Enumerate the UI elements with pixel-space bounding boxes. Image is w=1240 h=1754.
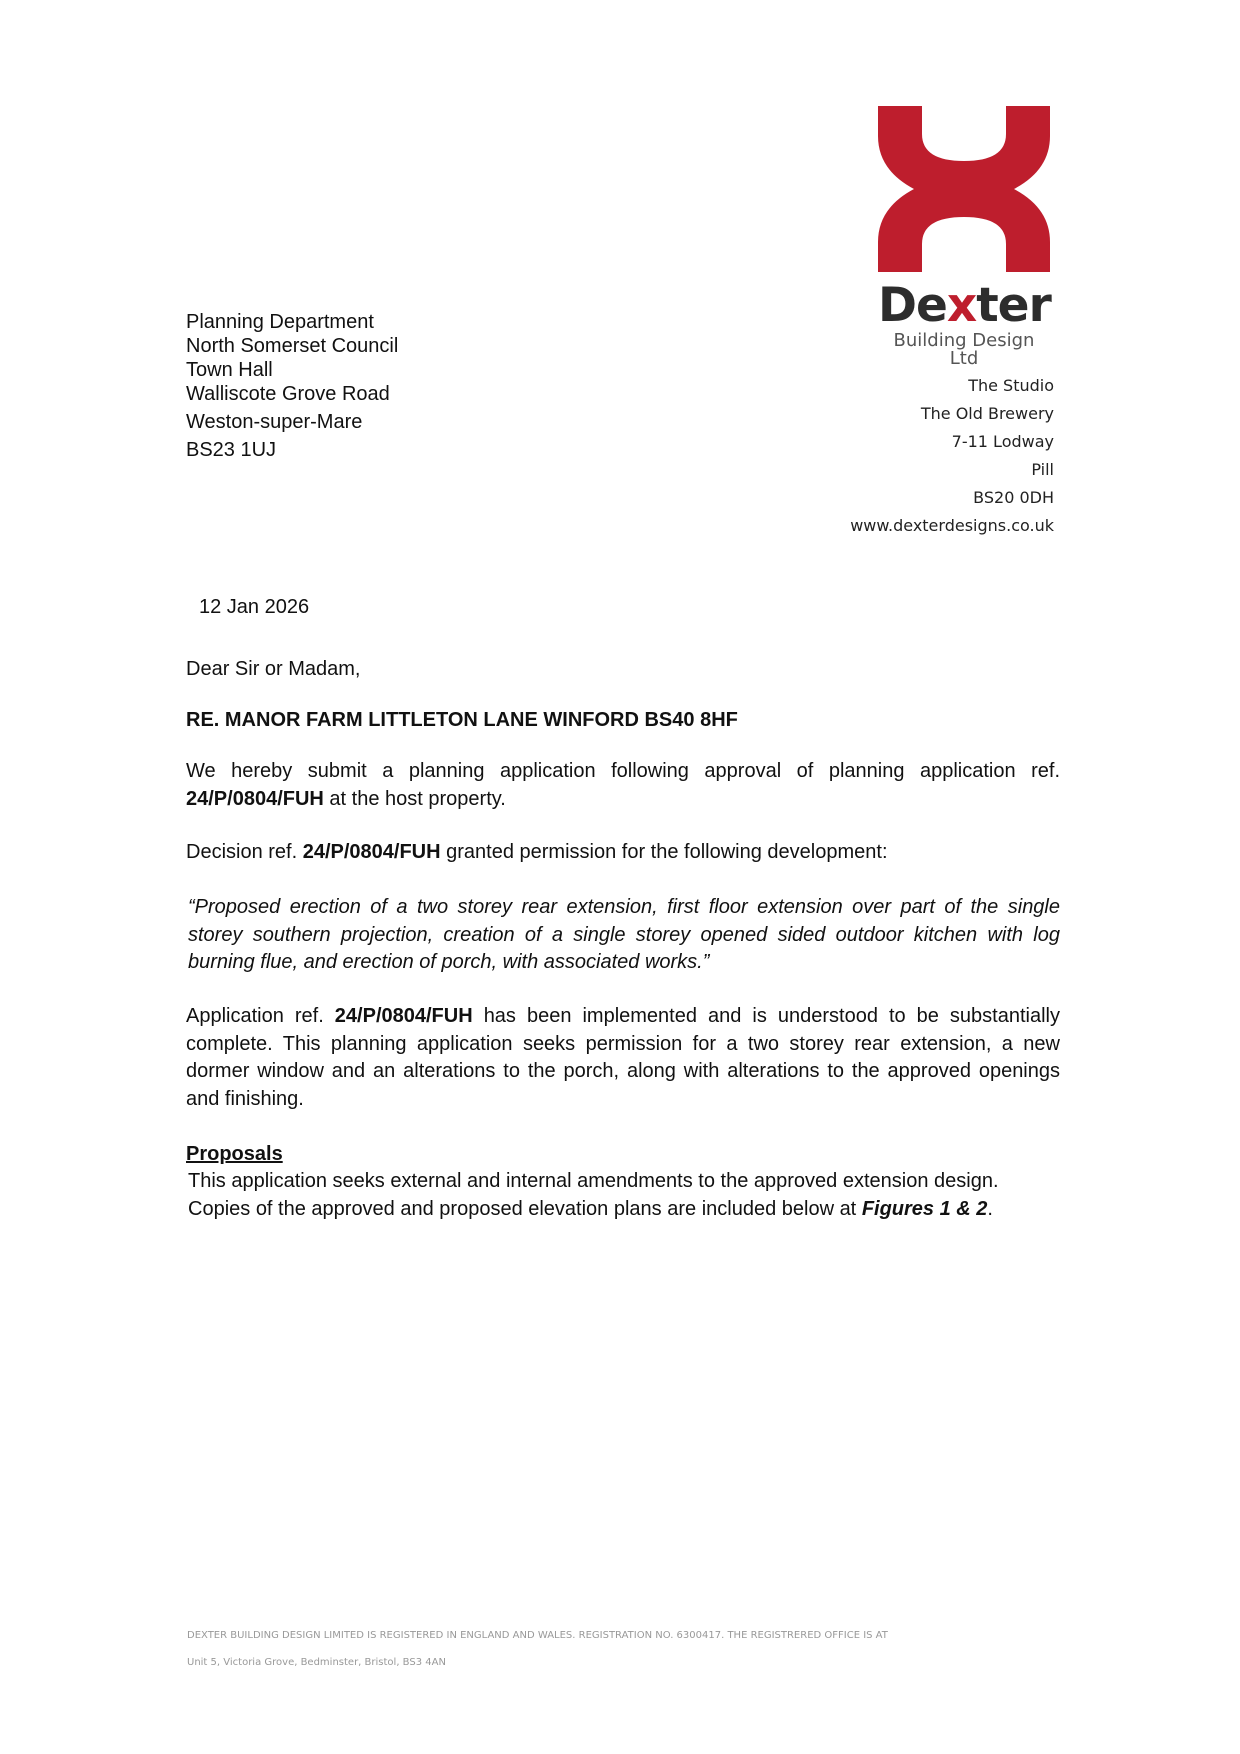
recipient-line: Planning Department (186, 311, 374, 333)
proposals-heading: Proposals (186, 1143, 283, 1165)
proposals-line: This application seeks external and internal amendments to the approved extension design. (188, 1170, 999, 1192)
sender-line: 7-11 Lodway (951, 432, 1054, 451)
sender-website: www.dexterdesigns.co.uk (850, 516, 1054, 535)
paragraph-implementation: Application ref. 24/P/0804/FUH has been implemented and is understood to be substantially complete. This planning application seeks permission for a two storey rear extension, a new dormer window and an alterations to the porch, along with alterations to the approved openings and finishing. (186, 1005, 1060, 1110)
recipient-line: Walliscote Grove Road (186, 383, 390, 405)
logo-tagline: Building Design Ltd (893, 330, 1035, 369)
application-ref: 24/P/0804/FUH (334, 1005, 473, 1027)
recipient-address (186, 310, 398, 462)
development-quote: “Proposed erection of a two storey rear extension, first floor extension over part of the single storey southern projection, creation of a single storey opened sided outdoor kitchen with log burning flue, and erection of porch, with associated works.” (188, 896, 1060, 973)
sender-line: Pill (1031, 460, 1054, 479)
sender-line: The Studio (968, 376, 1054, 395)
subject-line: RE. MANOR FARM LITTLETON LANE WINFORD BS40 8HF (186, 709, 738, 731)
sender-line: BS20 0DH (973, 488, 1054, 507)
sender-line: The Old Brewery (920, 404, 1054, 423)
logo-wordmark: Dexter (878, 278, 1051, 333)
x-mark-icon (878, 106, 1050, 272)
paragraph-intro: We hereby submit a planning application following approval of planning application ref. 24/P/0804/FUH at the host property. (186, 760, 1060, 810)
salutation: Dear Sir or Madam, (186, 658, 361, 680)
recipient-line: Weston-super-Mare (186, 411, 363, 433)
company-logo (878, 106, 1051, 369)
footer-registration: DEXTER BUILDING DESIGN LIMITED IS REGISTERED IN ENGLAND AND WALES. REGISTRATION NO. 6300417. THE REGISTRERED OFFICE IS AT (187, 1630, 888, 1641)
figures-reference: Figures 1 & 2 (861, 1197, 988, 1220)
recipient-line: BS23 1UJ (186, 439, 277, 461)
application-ref: 24/P/0804/FUH (302, 841, 441, 863)
application-ref: 24/P/0804/FUH (186, 787, 324, 810)
footer-address: Unit 5, Victoria Grove, Bedminster, Bristol, BS3 4AN (187, 1657, 446, 1668)
proposals-text (188, 1168, 999, 1223)
letter-date: 12 Jan 2026 (199, 596, 310, 618)
recipient-line: North Somerset Council (186, 335, 399, 357)
paragraph-decision: Decision ref. 24/P/0804/FUH granted permission for the following development: (186, 841, 888, 863)
proposals-line: Copies of the approved and proposed elevation plans are included below at Figures 1 & 2. (188, 1197, 993, 1220)
sender-address (850, 372, 1054, 540)
recipient-line: Town Hall (186, 359, 273, 381)
